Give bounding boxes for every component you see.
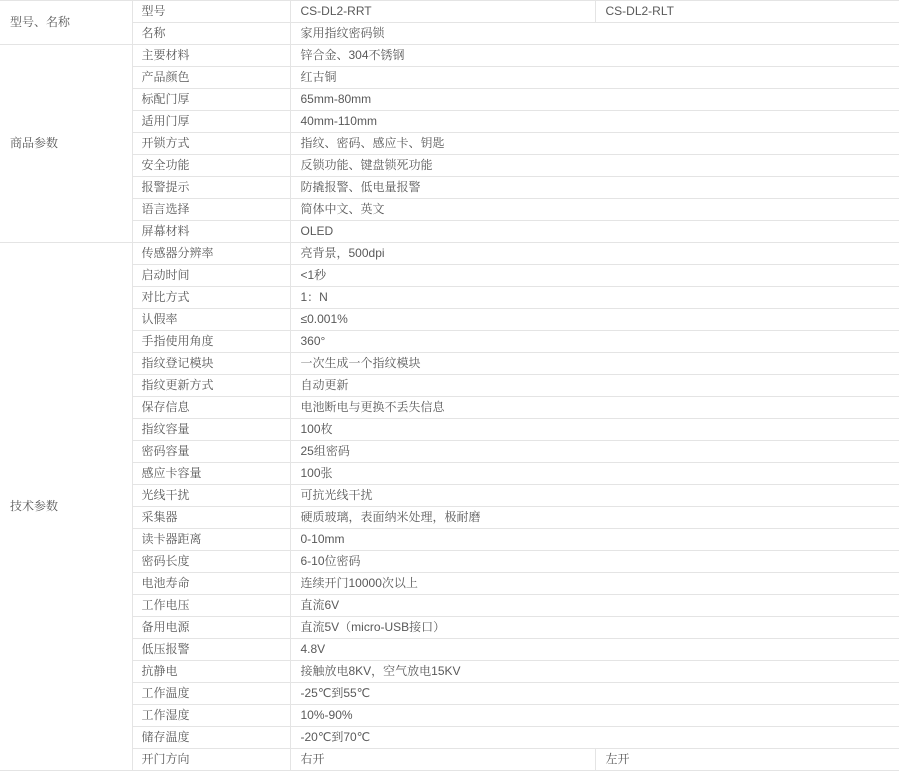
table-row — [0, 331, 899, 353]
spec-param-cell: 手指使用角度 — [132, 331, 290, 353]
spec-value-cell: 硬质玻璃，表面纳米处理，极耐磨 — [290, 507, 899, 529]
spec-param-cell: 抗静电 — [132, 661, 290, 683]
spec-value-cell: 0-10mm — [290, 529, 899, 551]
spec-value-cell: 4.8V — [290, 639, 899, 661]
spec-param-cell: 名称 — [132, 23, 290, 45]
table-row — [0, 551, 899, 573]
spec-param-cell: 指纹登记模块 — [132, 353, 290, 375]
spec-value-cell: 65mm-80mm — [290, 89, 899, 111]
table-row — [0, 441, 899, 463]
table-row — [0, 221, 899, 243]
spec-param-cell: 型号 — [132, 1, 290, 23]
spec-param-cell: 读卡器距离 — [132, 529, 290, 551]
table-row — [0, 155, 899, 177]
spec-category-cell: 技术参数 — [0, 243, 132, 771]
table-row — [0, 639, 899, 661]
spec-param-cell: 产品颜色 — [132, 67, 290, 89]
spec-value-cell: CS-DL2-RRT — [290, 1, 595, 23]
spec-value-cell: 直流6V — [290, 595, 899, 617]
spec-param-cell: 工作温度 — [132, 683, 290, 705]
spec-param-cell: 语言选择 — [132, 199, 290, 221]
spec-value-cell: 100枚 — [290, 419, 899, 441]
spec-param-cell: 指纹更新方式 — [132, 375, 290, 397]
spec-param-cell: 开门方向 — [132, 749, 290, 771]
spec-value-cell: 直流5V（micro-USB接口） — [290, 617, 899, 639]
table-row — [0, 463, 899, 485]
spec-value-cell: -20℃到70℃ — [290, 727, 899, 749]
spec-value-cell: 右开 — [290, 749, 595, 771]
spec-table-body — [0, 1, 899, 771]
spec-value-cell: 6-10位密码 — [290, 551, 899, 573]
spec-value-cell: 红古铜 — [290, 67, 899, 89]
table-row — [0, 133, 899, 155]
spec-value-cell: 一次生成一个指纹模块 — [290, 353, 899, 375]
spec-value-cell: ≤0.001% — [290, 309, 899, 331]
table-row — [0, 419, 899, 441]
spec-category-cell: 商品参数 — [0, 45, 132, 243]
table-row — [0, 67, 899, 89]
spec-param-cell: 工作湿度 — [132, 705, 290, 727]
spec-param-cell: 采集器 — [132, 507, 290, 529]
spec-param-cell: 报警提示 — [132, 177, 290, 199]
table-row — [0, 485, 899, 507]
table-row — [0, 397, 899, 419]
table-row — [0, 23, 899, 45]
spec-value-cell: 自动更新 — [290, 375, 899, 397]
spec-param-cell: 密码长度 — [132, 551, 290, 573]
spec-value-cell: OLED — [290, 221, 899, 243]
table-row — [0, 89, 899, 111]
table-row — [0, 529, 899, 551]
spec-value-cell: 40mm-110mm — [290, 111, 899, 133]
spec-param-cell: 传感器分辨率 — [132, 243, 290, 265]
spec-value-cell: 连续开门10000次以上 — [290, 573, 899, 595]
table-row — [0, 661, 899, 683]
spec-value-cell: CS-DL2-RLT — [595, 1, 899, 23]
spec-value-cell: 防撬报警、低电量报警 — [290, 177, 899, 199]
spec-param-cell: 密码容量 — [132, 441, 290, 463]
spec-param-cell: 指纹容量 — [132, 419, 290, 441]
table-row — [0, 265, 899, 287]
table-row — [0, 749, 899, 771]
spec-value-cell: 亮背景，500dpi — [290, 243, 899, 265]
table-row — [0, 727, 899, 749]
spec-param-cell: 感应卡容量 — [132, 463, 290, 485]
table-row — [0, 705, 899, 727]
spec-param-cell: 启动时间 — [132, 265, 290, 287]
spec-param-cell: 适用门厚 — [132, 111, 290, 133]
table-row — [0, 309, 899, 331]
spec-value-cell: 接触放电8KV，空气放电15KV — [290, 661, 899, 683]
spec-param-cell: 标配门厚 — [132, 89, 290, 111]
table-row — [0, 287, 899, 309]
table-row — [0, 353, 899, 375]
table-row — [0, 177, 899, 199]
table-row — [0, 507, 899, 529]
spec-param-cell: 保存信息 — [132, 397, 290, 419]
spec-param-cell: 低压报警 — [132, 639, 290, 661]
spec-param-cell: 开锁方式 — [132, 133, 290, 155]
spec-category-cell: 型号、名称 — [0, 1, 132, 45]
spec-value-cell: 锌合金、304不锈钢 — [290, 45, 899, 67]
spec-param-cell: 光线干扰 — [132, 485, 290, 507]
spec-value-cell: 360° — [290, 331, 899, 353]
spec-value-cell: 电池断电与更换不丢失信息 — [290, 397, 899, 419]
spec-value-cell: 10%-90% — [290, 705, 899, 727]
spec-param-cell: 安全功能 — [132, 155, 290, 177]
spec-param-cell: 工作电压 — [132, 595, 290, 617]
spec-value-cell: 25组密码 — [290, 441, 899, 463]
spec-value-cell: 简体中文、英文 — [290, 199, 899, 221]
table-row — [0, 375, 899, 397]
spec-param-cell: 备用电源 — [132, 617, 290, 639]
spec-param-cell: 主要材料 — [132, 45, 290, 67]
table-row — [0, 111, 899, 133]
table-row — [0, 199, 899, 221]
spec-value-cell: 左开 — [595, 749, 899, 771]
table-row — [0, 1, 899, 23]
spec-value-cell: 家用指纹密码锁 — [290, 23, 899, 45]
table-row — [0, 595, 899, 617]
spec-param-cell: 认假率 — [132, 309, 290, 331]
table-row — [0, 617, 899, 639]
spec-param-cell: 对比方式 — [132, 287, 290, 309]
table-row — [0, 683, 899, 705]
spec-value-cell: 1：N — [290, 287, 899, 309]
table-row — [0, 243, 899, 265]
spec-param-cell: 储存温度 — [132, 727, 290, 749]
spec-param-cell: 屏幕材料 — [132, 221, 290, 243]
table-row — [0, 45, 899, 67]
spec-value-cell: -25℃到55℃ — [290, 683, 899, 705]
spec-param-cell: 电池寿命 — [132, 573, 290, 595]
spec-value-cell: 100张 — [290, 463, 899, 485]
spec-value-cell: 反锁功能、键盘锁死功能 — [290, 155, 899, 177]
table-row — [0, 573, 899, 595]
spec-value-cell: 可抗光线干扰 — [290, 485, 899, 507]
spec-value-cell: 指纹、密码、感应卡、钥匙 — [290, 133, 899, 155]
spec-value-cell: <1秒 — [290, 265, 899, 287]
